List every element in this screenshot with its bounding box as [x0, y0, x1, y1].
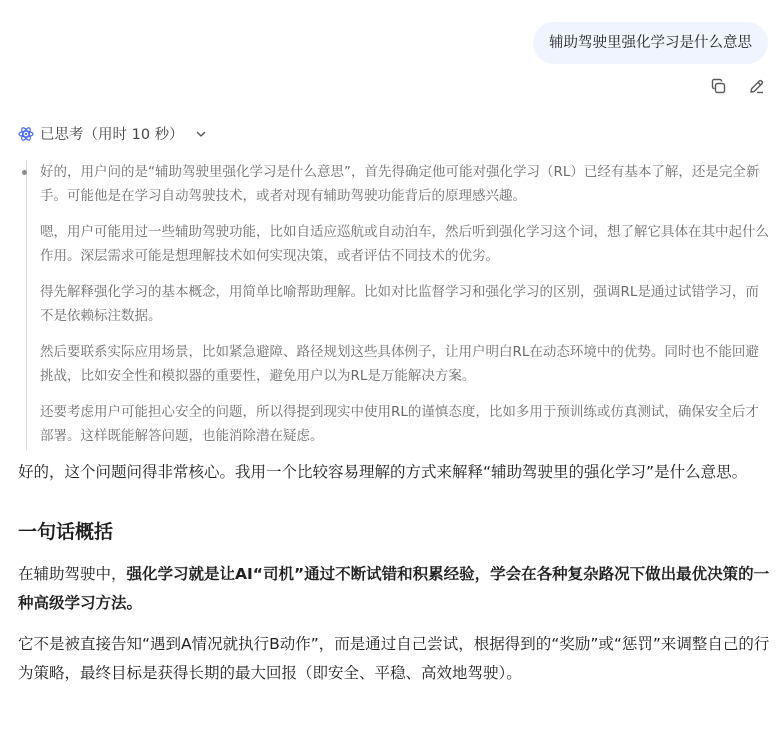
summary-prefix: 在辅助驾驶中，	[18, 565, 127, 583]
section-title: 一句话概括	[18, 521, 114, 543]
thinking-paragraph: 嗯，用户可能用过一些辅助驾驶功能，比如自适应巡航或自动泊车，然后听到强化学习这个词，想了解它具体在其中起什么作用。深层需求可能是想理解技术如何实现决策，或者评估不同技术的优劣。	[40, 224, 769, 264]
thinking-label: 已思考（用时 10 秒）	[40, 127, 184, 143]
edit-icon[interactable]	[746, 76, 766, 96]
thinking-toggle[interactable]	[18, 123, 208, 144]
thinking-paragraph: 得先解释强化学习的基本概念，用简单比喻帮助理解。比如对比监督学习和强化学习的区别，强调RL是通过试错学习，而不是依赖标注数据。	[40, 284, 759, 324]
thinking-body	[26, 160, 770, 450]
thinking-paragraph: 好的，用户问的是“辅助驾驶里强化学习是什么意思”，首先得确定他可能对强化学习（RL）已经有基本了解，还是完全新手。可能他是在学习自动驾驶技术，或者对现有辅助驾驶功能背后的原理感兴趣。	[40, 164, 760, 204]
answer-summary	[18, 560, 770, 618]
assistant-answer	[18, 458, 770, 688]
answer-detail: 它不是被直接告知“遇到A情况就执行B动作”，而是通过自己尝试，根据得到的“奖励”或“惩罚”来调整自己的行为策略，最终目标是获得长期的最大回报（即安全、平稳、高效地驾驶）。	[18, 635, 770, 682]
summary-bold: 强化学习就是让AI“司机”通过不断试错和积累经验，学会在各种复杂路况下做出最优决策的一种高级学习方法。	[18, 565, 770, 612]
chevron-down-icon	[194, 127, 208, 141]
copy-icon[interactable]	[708, 76, 728, 96]
answer-intro: 好的，这个问题问得非常核心。我用一个比较容易理解的方式来解释“辅助驾驶里的强化学习”是什么意思。	[18, 463, 748, 481]
thinking-bullet	[22, 170, 27, 175]
atom-icon	[18, 126, 34, 142]
thinking-content	[18, 160, 770, 450]
thinking-paragraph: 还要考虑用户可能担心安全的问题，所以得提到现实中使用RL的谨慎态度，比如多用于预训练或仿真测试，确保安全后才部署。这样既能解答问题，也能消除潜在疑虑。	[40, 404, 759, 444]
user-message-bubble: 辅助驾驶里强化学习是什么意思	[533, 22, 768, 64]
user-message-row	[533, 22, 768, 64]
message-actions	[708, 76, 766, 96]
thinking-paragraph: 然后要联系实际应用场景，比如紧急避障、路径规划这些具体例子，让用户明白RL在动态环境中的优势。同时也不能回避挑战，比如安全性和模拟器的重要性，避免用户以为RL是万能解决方案。	[40, 344, 759, 384]
